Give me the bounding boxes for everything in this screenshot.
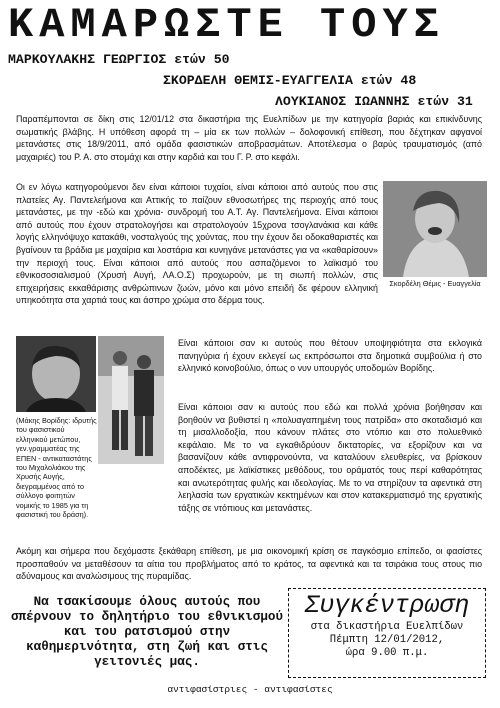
paragraph-4: Είναι κάποιοι σαν κι αυτούς που εδώ και πολλά χρόνια βοήθησαν και βοηθούν να βυθιστεί η «πολυαγαπημένη τους πατρίδα» στο σκοταδισμό και τη μισαλλοδοξία, που κάνουν πλάτες στο ντόπιο και στο πολυεθνικό κεφάλαιο. Με το να εγκαθιδρύουν δικτατορίες, να εξορίζουν και να βασανίζουν κάθε αντιφρονούντα, να καταλύουν ελευθερίες, να βρίσκουν αποδέκτες, με λαϊκίστικες μεθόδους, του οράματός τους περί καθαρότητας και ανωτερότητας φυλής και ιδεολογίας. Με το να στηρίζουν τα αφεντικά στη λεηλασία των εργατικών κεκτημένων και στον κατακερματισμό της εργατικής τάξης σε ντόπιους και μετανάστες. [178, 402, 482, 513]
call-to-action: Να τσακίσουμε όλους αυτούς που σπέρνουν το δηλητήριο του εθνικισμού και του ρατσισμού στην καθημερινότητα, στη ζωή και στις γειτονιές μας. [10, 595, 284, 669]
rally-time: ώρα 9.00 π.μ. [345, 647, 429, 659]
rally-box [288, 588, 486, 678]
photo-voridis [16, 336, 96, 412]
paragraph-5: Ακόμη και σήμερα που δεχόμαστε ξεκάθαρη επίθεση, με μια οικονομική κρίση σε παγκόσμιο επίπεδο, οι φασίστες προσπαθούν να μεταθέσουν τα αίτια του προβλήματος από το κράτος, τα αφεντικά και τα τσιράκια τους στους πιο αδύναμους και αναλώσιμους της πυραμίδας. [16, 546, 482, 582]
rally-location: στα δικαστήρια Ευελπίδων [310, 621, 464, 633]
paragraph-3: Είναι κάποιοι σαν κι αυτούς που θέτουν υποψηφιότητα στα εκλογικά πανηγύρια ή έχουν εκλεγεί ως εκπρόσωποι στα δημοτικά συμβούλια ή στο ελληνικό κοινοβούλιο, όπως ο νυν υπουργός υποδομών Βορίδης. [178, 338, 482, 374]
portrait-man-image [16, 336, 96, 412]
defendant-2: ΣΚΟΡΔΕΛΗ ΘΕΜΙΣ-ΕΥΑΓΓΕΛΙΑ ετών 48 [163, 73, 417, 88]
photo-caption-right: Σκορδέλη Θέμις - Ευαγγελία [389, 279, 481, 288]
intro-paragraph: Παραπέμπονται σε δίκη στις 12/01/12 στα δικαστήρια της Ευελπίδων με την κατηγορία βαριάς και επικίνδυνης σωματικής βλάβης. Η υπόθεση αφορά τη – μία εκ των πολλών – δολοφονική επίθεση, που δέχτηκαν αφγανοί μετανάστες στις 18/9/2011, από ομάδα φασιστικών αποβρασμάτων. Αποτέλεσμα ο βαρύς τραυματισμός (από μαχαιριές) του Ρ. Α. στο στομάχι και στην καρδιά και του Γ. Ρ. στο κεφάλι. [16, 114, 482, 162]
rally-date: Πέμπτη 12/01/2012, [329, 634, 445, 646]
headline: ΚΑΜΑΡΩΣΤΕ ΤΟΥΣ [8, 1, 445, 49]
defendant-3: ΛΟΥΚΙΑΝΟΣ ΙΩΑΝΝΗΣ ετών 31 [275, 94, 473, 109]
defendant-1: ΜΑΡΚΟΥΛΑΚΗΣ ΓΕΩΡΓΙΟΣ ετών 50 [8, 52, 230, 67]
photo-skordeli [383, 181, 487, 277]
photo-marching-men [98, 336, 164, 464]
rally-title: Συγκέντρωση [304, 591, 470, 620]
portrait-woman-image [383, 181, 487, 277]
group-photo-image [98, 336, 164, 464]
photo-caption-left: (Μάκης Βορίδης: ιδρυτής του φασιστικού ελληνικού μετώπου, γεν.γραμματέας της ΕΠΕΝ - αντικαταστάτης του Μιχαλολιάκου της Χρυσής Αυγής, διεγραμμένος από το σύλλογο φοιτητών νομικής το 1985 για τη φασιστική του δράση). [16, 416, 97, 520]
paragraph-2: Οι εν λόγω κατηγορούμενοι δεν είναι κάποιοι τυχαίοι, είναι κάποιοι από αυτούς που στις πλατείες Αγ. Παντελεήμονα και Αττικής το παίζουν εθνοσωτήρες της περιοχής από τους μετανάστες, με την -εδώ και χρόνια- συνδρομή του Α.Τ. Αγ. Παντελεήμονα. Είναι κάποιοι από αυτούς που έχουν στρατολογήσει και στρατολογούν 15χρονα τσογλανάκια και κάθε λογής ελληνόψυχο κατακάθι, νοσταλγούς της χούντας, που την έχουν δει οδοκαθαριστές και βγαίνουν τα βράδια με μαχαίρια και λοστάρια και κυνηγάνε μετανάστες για να «καθαρίσουν» την περιοχή τους. Είναι κάποιοι από αυτούς που ασπαζόμενοι το λαϊκισμό του εθνικοσοσιαλισμού (Χρυσή Αυγή, ΛΑ.Ο.Σ) προχωρούν, με τη σιωπή πολλών, στις επιχειρήσεις εκκαθάρισης ανθρώπινων ζωών, μόνο και μόνο επειδή δε φέρουν ελληνική υπηκοότητα στα χαρτιά τους και άσπρο χρώμα στο δέρμα τους. [16, 182, 378, 306]
footer-signature: αντιφασίστριες - αντιφασίστες [167, 684, 333, 695]
